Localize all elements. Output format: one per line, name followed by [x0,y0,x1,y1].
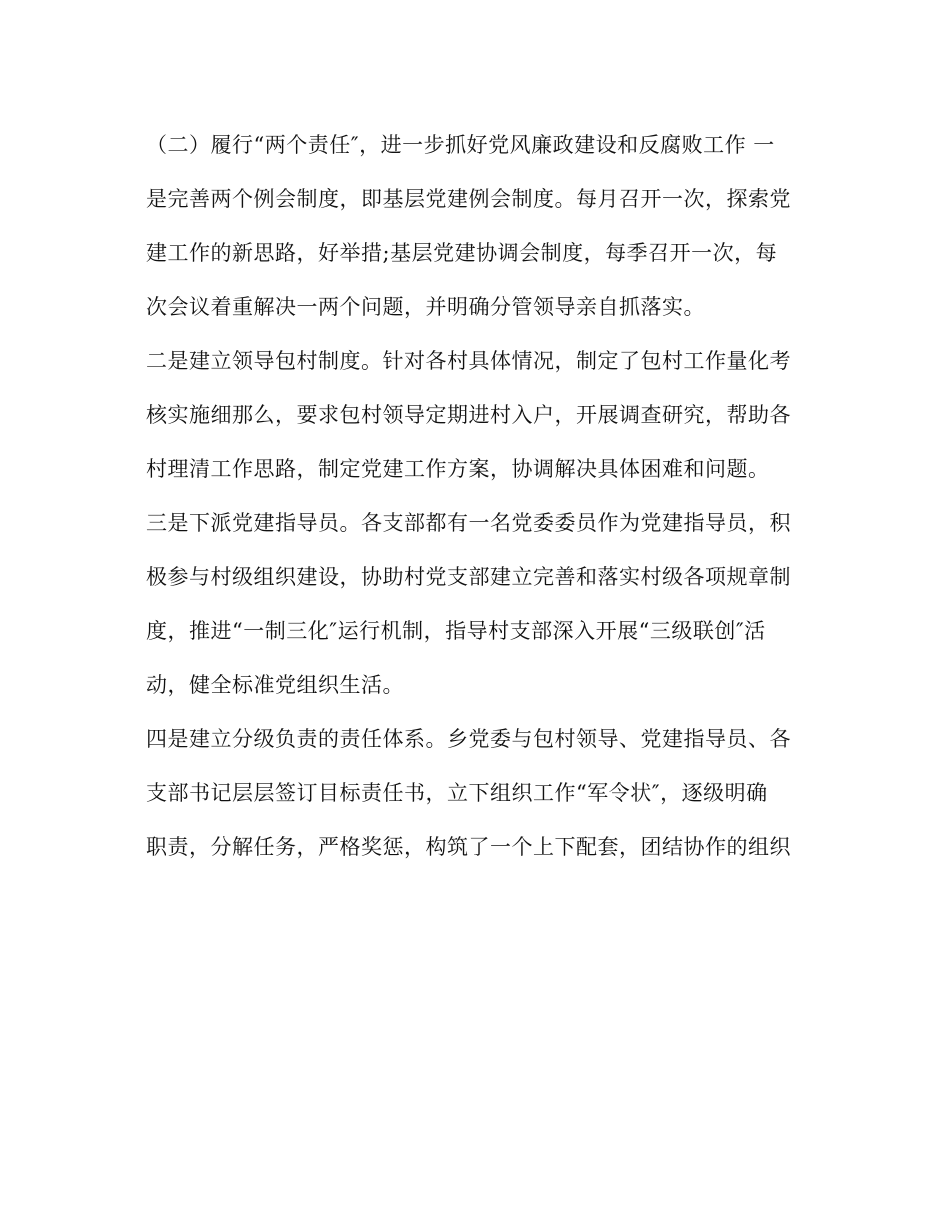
text-line: 核实施细那么，要求包村领导定期进村入户，开展调查研究，帮助各 [146,403,791,427]
text-line: 三是下派党建指导员。各支部都有一名党委委员作为党建指导员，积 [146,511,791,535]
text-line: （二）履行“两个责任″，进一步抓好党风廉政建设和反腐败工作 一 [146,133,775,157]
text-line: 建工作的新思路，好举措;基层党建协调会制度，每季召开一次，每 [146,241,778,265]
text-line: 支部书记层层签订目标责任书，立下组织工作“军令状″，逐级明确 [146,781,768,805]
text-line: 职责，分解任务，严格奖惩，构筑了一个上下配套，团结协作的组织 [146,835,791,859]
text-line: 度，推进“一制三化″运行机制，指导村支部深入开展“三级联创″活 [146,619,766,643]
text-line: 四是建立分级负责的责任体系。乡党委与包村领导、党建指导员、各 [146,727,791,751]
body-text [146,118,806,874]
text-line: 村理清工作思路，制定党建工作方案，协调解决具体困难和问题。 [146,457,770,481]
text-line: 极参与村级组织建设，协助村党支部建立完善和落实村级各项规章制 [146,565,791,589]
text-line: 二是建立领导包村制度。针对各村具体情况，制定了包村工作量化考 [146,349,791,373]
text-line: 动，健全标准党组织生活。 [146,673,404,697]
text-line: 次会议着重解决一两个问题，并明确分管领导亲自抓落实。 [146,295,705,319]
text-line: 是完善两个例会制度，即基层党建例会制度。每月召开一次，探索党 [146,187,791,211]
